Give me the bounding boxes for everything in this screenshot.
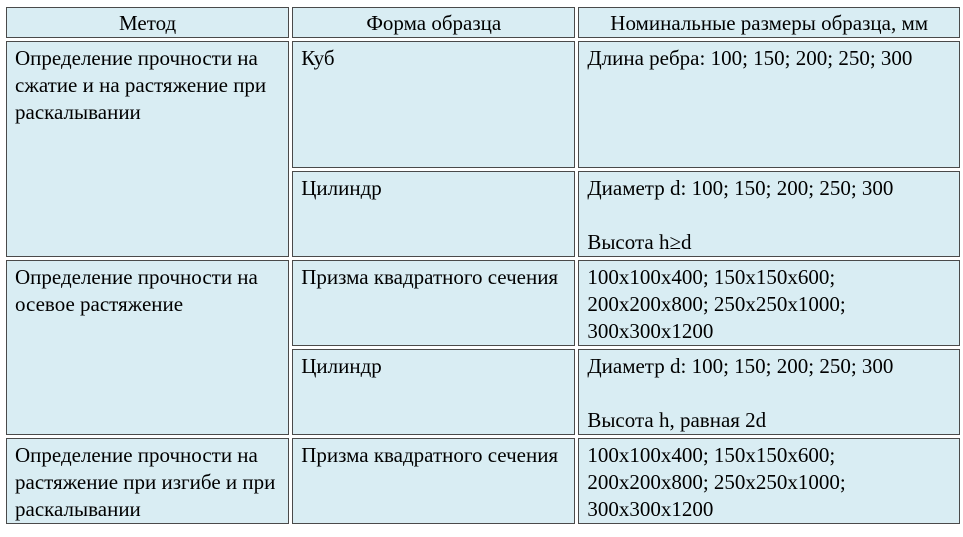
table-row — [6, 41, 960, 168]
method-cell — [6, 260, 289, 435]
shape-text: Куб — [301, 46, 335, 70]
shape-cell — [292, 260, 575, 346]
shape-text: Призма квадратного сечения — [301, 443, 559, 467]
size-text: Диаметр d: 100; 150; 200; 250; 300 — [587, 354, 894, 378]
size-cell — [578, 349, 960, 435]
shape-text: Цилиндр — [301, 176, 382, 200]
shape-text: Цилиндр — [301, 354, 382, 378]
size-text: 100x100x400; 150x150x600; 200x200x800; 250x250x1000; 300x300x1200 — [587, 265, 846, 343]
line-gap — [587, 380, 951, 407]
method-text: Определение прочности на сжатие и на растяжение при раскалывании — [15, 46, 267, 124]
size-text: Высота h, равная 2d — [587, 408, 767, 432]
specimen-table — [3, 4, 963, 527]
size-cell — [578, 438, 960, 524]
shape-cell — [292, 171, 575, 257]
method-cell — [6, 438, 289, 524]
header-method: Метод — [6, 7, 289, 38]
header-sizes: Номинальные размеры образца, мм — [578, 7, 960, 38]
size-text: Высота h≥d — [587, 230, 692, 254]
method-text: Определение прочности на осевое растяжение — [15, 265, 258, 316]
size-text: Длина ребра: 100; 150; 200; 250; 300 — [587, 46, 913, 70]
table-row — [6, 438, 960, 524]
size-cell — [578, 41, 960, 168]
method-text: Определение прочности на растяжение при изгибе и при раскалывании — [15, 443, 276, 521]
size-cell — [578, 260, 960, 346]
table-row — [6, 260, 960, 346]
method-cell — [6, 41, 289, 257]
size-cell — [578, 171, 960, 257]
shape-cell — [292, 438, 575, 524]
header-row — [6, 7, 960, 38]
header-shape: Форма образца — [292, 7, 575, 38]
shape-cell — [292, 349, 575, 435]
size-text: 100x100x400; 150x150x600; 200x200x800; 250x250x1000; 300x300x1200 — [587, 443, 846, 521]
shape-text: Призма квадратного сечения — [301, 265, 559, 289]
size-text: Диаметр d: 100; 150; 200; 250; 300 — [587, 176, 894, 200]
table-container — [3, 4, 963, 527]
shape-cell — [292, 41, 575, 168]
line-gap — [587, 202, 951, 229]
